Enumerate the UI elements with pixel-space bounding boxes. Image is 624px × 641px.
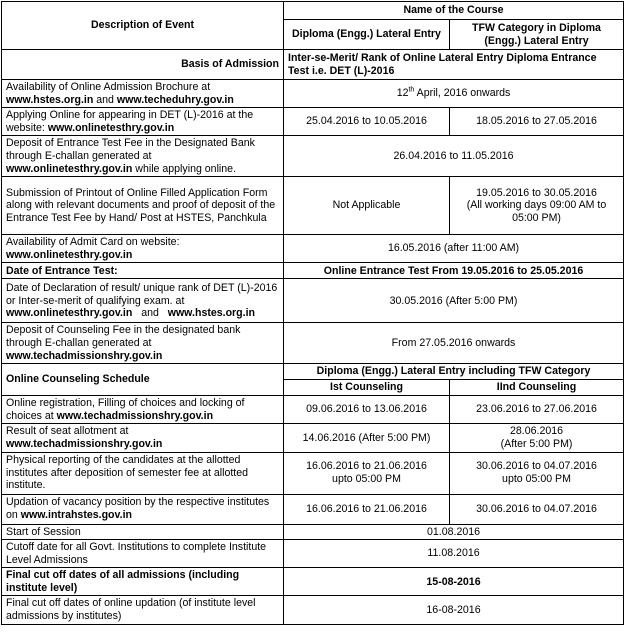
link-hstes[interactable]: www.hstes.org.in [6, 93, 94, 106]
final-updation-date: 16-08-2016 [284, 596, 624, 624]
link-onlinetesthry[interactable]: www.onlinetesthry.gov.in [47, 121, 175, 134]
counseling-schedule-header: Diploma (Engg.) Lateral Entry including TFW Category [284, 364, 624, 380]
seat-allotment-second: 28.06.2016 (After 5:00 PM) [450, 424, 624, 452]
entrance-test-value: Online Entrance Test From 19.05.2016 to 25.05.2016 [284, 263, 624, 279]
brochure-cell: Availability of Online Admission Brochure at www.hstes.org.in and www.techeduhry.gov.in [2, 80, 284, 108]
second-counseling-header: IInd Counseling [450, 380, 624, 396]
admit-card-date: 16.05.2016 (after 11:00 AM) [284, 235, 624, 263]
brochure-date: 12th April, 2016 onwards [284, 80, 624, 108]
final-cutoff-label: Final cut off dates of all admissions (including institute level) [2, 568, 284, 596]
link-hstes[interactable]: www.hstes.org.in [167, 307, 256, 320]
link-onlinetesthry[interactable]: www.onlinetesthry.gov.in [6, 162, 133, 175]
govt-cutoff-label: Cutoff date for all Govt. Institutions to complete Institute Level Admissions [2, 540, 284, 568]
seat-allotment-first: 14.06.2016 (After 5:00 PM) [284, 424, 450, 452]
vacancy-second-dates: 30.06.2016 to 04.07.2016 [450, 494, 624, 524]
counseling-schedule-label: Online Counseling Schedule [2, 364, 284, 396]
result-declaration-cell: Date of Declaration of result/ unique rank of DET (L)-2016 or Inter-se-merit of qualifying exam. at www.onlinetesthry.gov.in and www.hstes.org.in [2, 279, 284, 323]
start-of-session-label: Start of Session [2, 524, 284, 540]
link-techadmissionshry[interactable]: www.techadmissionshry.gov.in [56, 409, 214, 422]
deposit-fee-cell: Deposit of Entrance Test Fee in the Designated Bank through E-challan generated at www.onlinetesthry.gov.in while applying online. [2, 136, 284, 177]
reporting-first-dates: 16.06.2016 to 21.06.2016 upto 05:00 PM [284, 452, 450, 494]
counseling-fee-date: From 27.05.2016 onwards [284, 323, 624, 364]
printout-tfw: 19.05.2016 to 30.05.2016 (All working days 09:00 AM to 05:00 PM) [450, 177, 624, 235]
applying-tfw-dates: 18.05.2016 to 27.05.2016 [450, 108, 624, 136]
first-counseling-header: Ist Counseling [284, 380, 450, 396]
printout-diploma: Not Applicable [284, 177, 450, 235]
header-diploma: Diploma (Engg.) Lateral Entry [284, 20, 450, 50]
applying-online-cell: Applying Online for appearing in DET (L)-2016 at the website: www.onlinetesthry.gov.in [2, 108, 284, 136]
govt-cutoff-date: 11.08.2016 [284, 540, 624, 568]
admit-card-cell: Availability of Admit Card on website: www.onlinetesthry.gov.in [2, 235, 284, 263]
seat-allotment-cell: Result of seat allotment at www.techadmissionshry.gov.in [2, 424, 284, 452]
basis-of-admission-value: Inter-se-Merit/ Rank of Online Lateral Entry Diploma Entrance Test i.e. DET (L)-2016 [284, 50, 624, 80]
online-registration-cell: Online registration, Filling of choices and locking of choices at www.techadmissionshry.gov.in [2, 396, 284, 424]
link-onlinetesthry[interactable]: www.onlinetesthry.gov.in [6, 248, 133, 261]
printout-submission-cell: Submission of Printout of Online Filled Application Form along with relevant documents and proof of deposit of the Entrance Test Fee by Hand/ Post at HSTES, Panchkula [2, 177, 284, 235]
entrance-test-label: Date of Entrance Test: [2, 263, 284, 279]
link-techeduhry[interactable]: www.techeduhry.gov.in [116, 93, 234, 106]
header-description: Description of Event [2, 2, 284, 50]
link-intrahstes[interactable]: www.intrahstes.gov.in [20, 509, 132, 521]
basis-of-admission-label: Basis of Admission [2, 50, 284, 80]
applying-diploma-dates: 25.04.2016 to 10.05.2016 [284, 108, 450, 136]
final-updation-label: Final cut off dates of online updation (of institute level admissions by institutes) [2, 596, 284, 624]
registration-second-dates: 23.06.2016 to 27.06.2016 [450, 396, 624, 424]
header-tfw: TFW Category in Diploma (Engg.) Lateral Entry [450, 20, 624, 50]
registration-first-dates: 09.06.2016 to 13.06.2016 [284, 396, 450, 424]
result-declaration-date: 30.05.2016 (After 5:00 PM) [284, 279, 624, 323]
header-name-of-course: Name of the Course [284, 2, 624, 20]
physical-reporting-cell: Physical reporting of the candidates at the allotted institutes after deposition of semester fee at allotted institute. [2, 452, 284, 494]
admission-schedule-table [1, 1, 624, 625]
start-of-session-date: 01.08.2016 [284, 524, 624, 540]
deposit-fee-dates: 26.04.2016 to 11.05.2016 [284, 136, 624, 177]
link-onlinetesthry[interactable]: www.onlinetesthry.gov.in [6, 307, 133, 320]
vacancy-first-dates: 16.06.2016 to 21.06.2016 [284, 494, 450, 524]
link-techadmissionshry[interactable]: www.techadmissionshry.gov.in [6, 437, 163, 450]
counseling-fee-cell: Deposit of Counseling Fee in the designated bank through E-challan generated at www.techadmissionshry.gov.in [2, 323, 284, 364]
link-techadmissionshry[interactable]: www.techadmissionshry.gov.in [6, 349, 163, 362]
final-cutoff-date: 15-08-2016 [284, 568, 624, 596]
reporting-second-dates: 30.06.2016 to 04.07.2016 upto 05:00 PM [450, 452, 624, 494]
vacancy-updation-cell: Updation of vacancy position by the respective institutes on www.intrahstes.gov.in [2, 494, 284, 524]
